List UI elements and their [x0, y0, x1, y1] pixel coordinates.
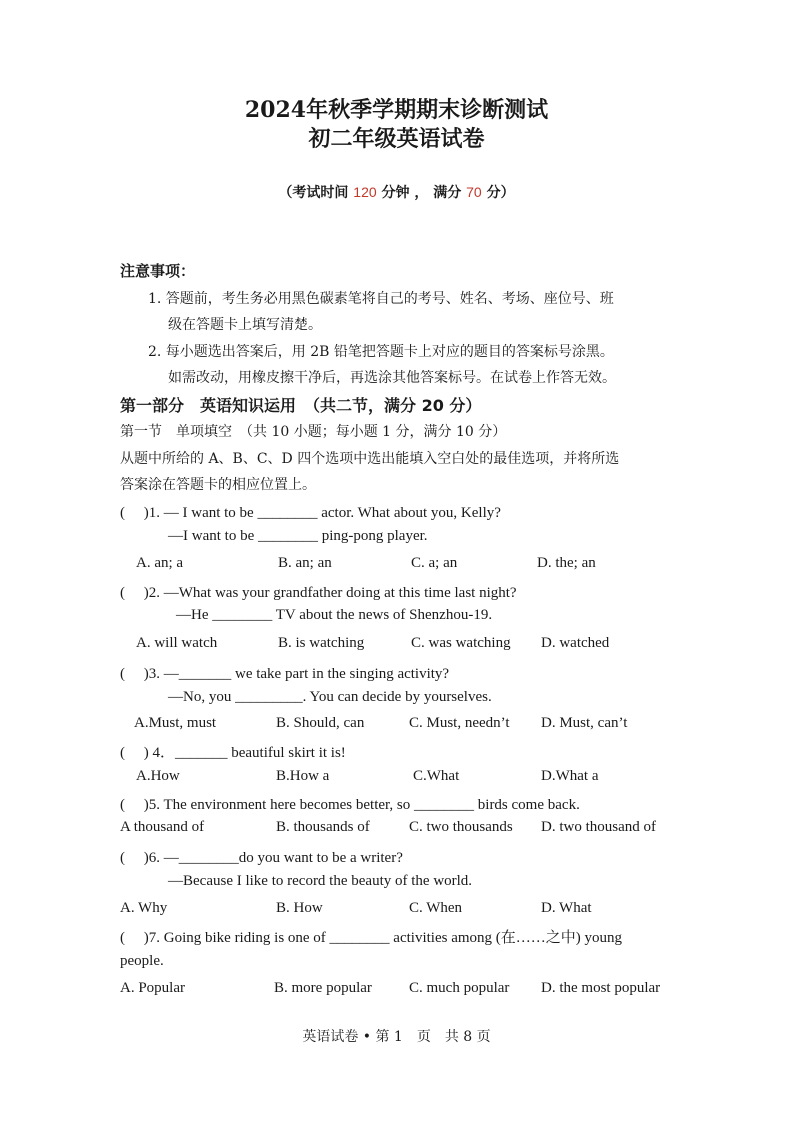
question-1-option-c: C. a; an	[411, 555, 458, 571]
question-2-option-d: D. watched	[541, 635, 610, 651]
question-7-option-a: A. Popular	[120, 980, 185, 996]
question-5-option-c: C. two thousands	[409, 819, 513, 835]
notice-item-1-line-1: 1. 答题前，考生务必用黑色碳素笔将自己的考号、姓名、考场、座位号、班	[148, 291, 614, 307]
notice-heading: 注意事项：	[120, 262, 196, 280]
question-4-stem: ( ) 4．_______ beautiful skirt it is!	[120, 745, 346, 761]
question-7-option-b: B. more popular	[274, 980, 372, 996]
question-3-stem-2: —No, you _________. You can decide by yourselves.	[168, 689, 492, 705]
notice-item-2-line-1: 2. 每小题选出答案后，用 2B 铅笔把答题卡上对应的题目的答案标号涂黑。	[148, 344, 614, 360]
question-4-option-d: D.What a	[541, 768, 599, 784]
exam-time-score	[0, 182, 793, 202]
question-1-stem: ( )1. — I want to be ________ actor. What about you, Kelly?	[120, 505, 501, 521]
question-3-option-d: D. Must, can’t	[541, 715, 628, 731]
separator-comma: ，	[414, 185, 429, 201]
time-unit: 分钟	[381, 185, 410, 201]
question-4-option-c: C.What	[413, 768, 460, 784]
question-1-option-b: B. an; an	[278, 555, 332, 571]
score-value: 70	[466, 184, 482, 200]
notice-item-2-line-2: 如需改动，用橡皮擦干净后，再选涂其他答案标号。在试卷上作答无效。	[168, 370, 616, 386]
question-3-option-b: B. Should, can	[276, 715, 365, 731]
question-2-option-c: C. was watching	[411, 635, 511, 651]
instruction-line-1: 从题中所给的 A、B、C、D 四个选项中选出能填入空白处的最佳选项，并将所选	[120, 451, 620, 467]
question-5-option-d: D. two thousand of	[541, 819, 656, 835]
exam-title: 2024年秋季学期期末诊断测试	[244, 97, 549, 123]
question-6-option-b: B. How	[276, 900, 323, 916]
time-prefix: （考试时间	[278, 185, 349, 201]
question-3-stem: ( )3. —_______ we take part in the singing activity?	[120, 666, 450, 682]
question-1-option-d: D. the; an	[537, 555, 596, 571]
question-2-option-b: B. is watching	[278, 635, 365, 651]
question-5-option-b: B. thousands of	[276, 819, 370, 835]
question-7-option-d: D. the most popular	[541, 980, 661, 996]
question-7-stem: ( )7. Going bike riding is one of ________ activities among (在……之中) young	[120, 930, 623, 946]
score-suffix: 分）	[486, 185, 515, 201]
exam-subtitle: 初二年级英语试卷	[308, 126, 485, 152]
question-6-stem-2: —Because I like to record the beauty of the world.	[168, 873, 473, 889]
instruction-line-2: 答案涂在答题卡的相应位置上。	[120, 477, 316, 493]
question-7-option-c: C. much popular	[409, 980, 510, 996]
question-1-stem-2: —I want to be ________ ping-pong player.	[168, 528, 428, 544]
question-7-stem-2: people.	[120, 953, 164, 969]
notice-item-1-line-2: 级在答题卡上填写清楚。	[168, 317, 322, 333]
question-5-stem: ( )5. The environment here becomes better, so ________ birds come back.	[120, 797, 580, 813]
question-2-stem-2: —He ________ TV about the news of Shenzhou-19.	[176, 607, 493, 623]
question-1-option-a: A. an; a	[136, 555, 184, 571]
question-4-option-a: A.How	[136, 768, 180, 784]
question-6-option-a: A. Why	[120, 900, 168, 916]
question-5-option-a: A thousand of	[120, 819, 205, 835]
question-6-option-d: D. What	[541, 900, 592, 916]
question-6-stem: ( )6. —________do you want to be a writer?	[120, 850, 403, 866]
score-prefix: 满分	[433, 185, 462, 201]
question-4-option-b: B.How a	[276, 768, 330, 784]
section1-heading: 第一节 单项填空 （共 10 小题；每小题 1 分，满分 10 分）	[120, 424, 507, 440]
part1-heading: 第一部分 英语知识运用 （共二节，满分 20 分）	[120, 396, 482, 415]
question-6-option-c: C. When	[409, 900, 463, 916]
question-3-option-a: A.Must, must	[134, 715, 217, 731]
time-value: 120	[353, 184, 377, 200]
question-3-option-c: C. Must, needn’t	[409, 715, 510, 731]
page-footer: 英语试卷 • 第 1 页 共 8 页	[302, 1029, 491, 1045]
question-2-stem: ( )2. —What was your grandfather doing at this time last night?	[120, 585, 517, 601]
question-2-option-a: A. will watch	[136, 635, 218, 651]
